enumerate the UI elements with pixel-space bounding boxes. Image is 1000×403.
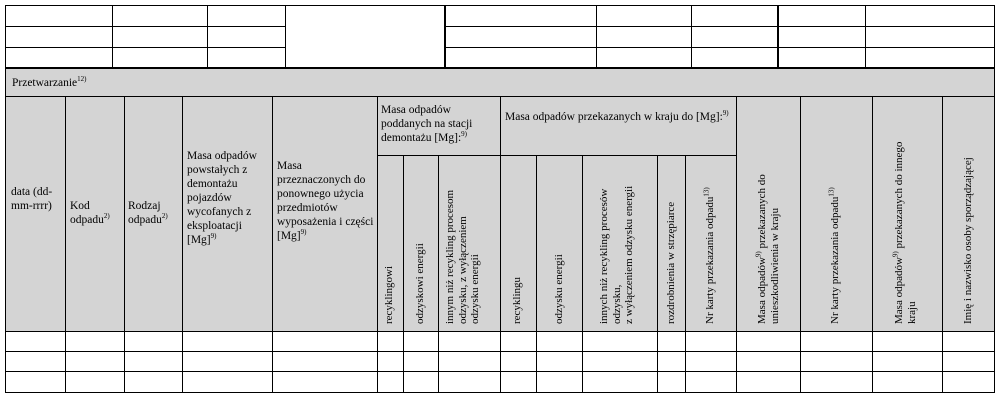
sub-header-kraj-recykling: recyklingu [511, 276, 523, 324]
col-header-unieszkodliwienia: Masa odpadów$^{9)}$ przekazanych do unieszkodliwienia w kraju [754, 174, 781, 324]
sub-header-kraj-odzysk: odzysku energii [553, 254, 565, 324]
col-line [500, 96, 501, 393]
col-line [736, 96, 737, 393]
col-line [182, 96, 183, 393]
col-header-nr-karty: Nr karty przekazania odpadu$^{13)}$ [827, 187, 841, 324]
group-header-kraj: Masa odpadów przekazanych w kraju do [Mg]:$^{9)}$ [505, 109, 729, 123]
col-header-masa-powstalych: Masa odpadów powstałych z demontażu pojazdów wycofanych z eksploatacji $[Mg]^{9)}$ [187, 150, 257, 246]
sub-col-line [582, 155, 583, 393]
col-line [272, 96, 273, 393]
sub-col-line [685, 155, 686, 393]
col-line [124, 96, 125, 393]
top-row-line [445, 47, 995, 48]
col-header-kod: Kod odpadu$^{2)}$ [70, 200, 110, 226]
sub-header-stacja-recykling: recyklingowi [383, 265, 395, 324]
col-header-osoba: Imię i nazwisko osoby sporządzającej [962, 157, 974, 324]
col-line [65, 96, 66, 393]
col-line [872, 96, 873, 393]
sub-col-line [536, 155, 537, 393]
col-header-masa-przeznaczonych: Masa przeznaczonych do ponownego użycia przedmiotów wyposażenia i części $[Mg]^{9)}$ [277, 160, 374, 242]
sub-header-kraj-strzepiarce: rozdrobnienia w strzępiarce [665, 201, 677, 324]
group-header-line [377, 155, 736, 156]
col-header-rodzaj: Rodzaj odpadu$^{2)}$ [128, 200, 168, 226]
top-row-line [5, 26, 285, 27]
sub-col-line [438, 155, 439, 393]
col-line [800, 96, 801, 393]
top-area-bottom-border [5, 67, 995, 69]
col-header-inny-kraj: Masa odpadów$^{9)}$ przekazanych do innego kraju [891, 141, 918, 324]
group-header-stacja: Masa odpadów poddanych na stacji demontażu [Mg]:$^{9)}$ [381, 104, 473, 144]
top-rows-area [5, 5, 994, 67]
section-title: Przetwarzanie$^{12)}$ [12, 75, 87, 89]
col-line [942, 96, 943, 393]
border-right [994, 5, 995, 393]
sub-col-line [657, 155, 658, 393]
sub-header-stacja-inny: innym niż recykling procesom odzysku, z wyłączeniem odzysku energii [444, 189, 481, 324]
col-line [377, 96, 378, 393]
sub-header-stacja-odzysk: odzyskowi energii [414, 243, 426, 324]
top-col-line [596, 5, 597, 68]
top-col-line [207, 5, 208, 68]
border-left [5, 5, 6, 393]
sub-header-kraj-inny: innych niż recykling procesów odzysku, z wyłączeniem odzysku energii [598, 185, 635, 324]
top-row-line [445, 26, 995, 27]
top-col-line [285, 5, 286, 68]
top-col-line [112, 5, 113, 68]
top-col-line [444, 5, 446, 68]
sub-col-line [403, 155, 404, 393]
top-row-line [5, 47, 285, 48]
border-top [5, 5, 995, 6]
col-header-date: data (dd-mm-rrrr) [11, 186, 53, 212]
top-col-line [777, 5, 779, 68]
sub-header-kraj-nr-karty: Nr karty przekazania odpadu$^{13)}$ [702, 187, 716, 324]
top-col-line [865, 5, 866, 68]
top-col-line [691, 5, 692, 68]
